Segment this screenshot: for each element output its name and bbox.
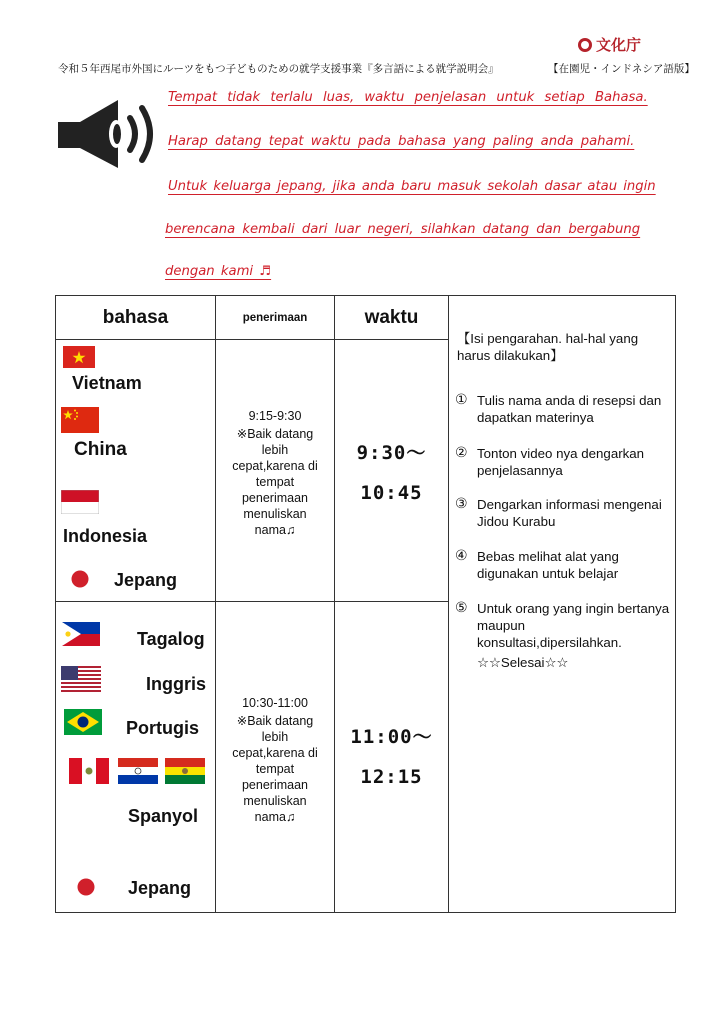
flag-brazil-icon [64, 709, 102, 735]
session1-time [335, 340, 449, 602]
step-number: ① [455, 392, 468, 408]
session1-reception-time: 9:15-9:30 [248, 409, 302, 423]
language-jepang: Jepang [128, 878, 192, 898]
language-indonesia: Indonesia [63, 526, 148, 546]
flag-peru-icon [69, 758, 109, 784]
session2-languages [56, 602, 216, 913]
session1-reception [216, 340, 335, 602]
session2-reception-time: 10:30-11:00 [242, 696, 308, 710]
language-tagalog: Tagalog [137, 629, 205, 649]
language-portugis: Portugis [126, 718, 200, 738]
session1-reception-note: ※Baik datang lebih cepat,karena di tempat penerimaan menuliskan nama♫ [232, 427, 318, 537]
step-text: Dengarkan informasi mengenai Jidou Kurabu [477, 497, 662, 529]
session2-reception-note: ※Baik datang lebih cepat,karena di tempat penerimaan menuliskan nama♫ [232, 714, 318, 824]
step-text: Tulis nama anda di resepsi dan dapatkan materinya [477, 393, 662, 425]
step-number: ④ [455, 548, 468, 564]
info-cell [449, 296, 676, 913]
flag-japan-icon [70, 569, 90, 589]
session1-start-time: 9:30〜 [356, 442, 427, 464]
agency-logo-text: 文化庁 [596, 36, 642, 54]
step-text: Untuk orang yang ingin bertanya maupun konsultasi,dipersilahkan. [477, 601, 670, 650]
info-title: 【Isi pengarahan. hal-hal yang harus dilakukan】 [457, 331, 639, 363]
notice-line-2: Harap datang tepat waktu pada bahasa yang paling anda pahami. [168, 134, 635, 149]
flag-philippines-icon [62, 622, 100, 646]
step-number: ⑤ [455, 600, 468, 616]
language-inggris: Inggris [146, 674, 207, 694]
flag-bolivia-icon [165, 758, 205, 784]
flag-paraguay-icon [118, 758, 158, 784]
notice-line-5: dengan kami ♬ [165, 264, 272, 279]
language-vietnam: Vietnam [72, 373, 142, 393]
speaker-icon [56, 98, 160, 170]
flag-usa-icon [61, 666, 101, 692]
session1-languages [56, 340, 216, 602]
notice-line-3: Untuk keluarga jepang, jika anda baru masuk sekolah dasar atau ingin [168, 179, 656, 194]
flag-vietnam-icon [63, 346, 95, 368]
agency-logo-mark-icon [578, 38, 592, 52]
notice-line-4: berencana kembali dari luar negeri, silahkan datang dan bergabung [165, 222, 641, 237]
session2-end-time: 12:15 [360, 766, 423, 788]
flag-japan-icon [76, 877, 96, 897]
session1-end-time: 10:45 [360, 482, 423, 504]
info-step-5 [455, 600, 671, 651]
info-step-3 [455, 496, 671, 530]
info-footer: ☆☆Selesai☆☆ [477, 655, 569, 670]
agency-logo [578, 34, 641, 55]
info-step-4 [455, 548, 671, 582]
session2-time [335, 602, 449, 913]
info-step-2 [455, 445, 671, 479]
schedule-table [55, 295, 676, 913]
step-text: Tonton video nya dengarkan penjelasannya [477, 446, 645, 478]
flag-indonesia-icon [61, 490, 99, 514]
notice-line-1: Tempat tidak terlalu luas, waktu penjelasan untuk setiap Bahasa. [168, 90, 648, 105]
edition-label: 【在園児・インドネシア語版】 [548, 63, 695, 75]
step-number: ③ [455, 496, 468, 512]
session2-start-time: 11:00〜 [350, 726, 433, 748]
header-penerimaan: penerimaan [216, 296, 335, 340]
language-china: China [74, 439, 127, 460]
header-waktu: waktu [335, 296, 449, 340]
header-bahasa: bahasa [56, 296, 216, 340]
session2-reception [216, 602, 335, 913]
step-text: Bebas melihat alat yang digunakan untuk belajar [477, 549, 619, 581]
language-jepang: Jepang [114, 570, 178, 590]
info-step-1 [455, 392, 671, 426]
step-number: ② [455, 445, 468, 461]
document-title: 令和５年西尾市外国にルーツをもつ子どものための就学支援事業『多言語による就学説明会』 [58, 63, 499, 75]
language-spanyol: Spanyol [128, 806, 199, 826]
flag-china-icon [61, 407, 99, 433]
